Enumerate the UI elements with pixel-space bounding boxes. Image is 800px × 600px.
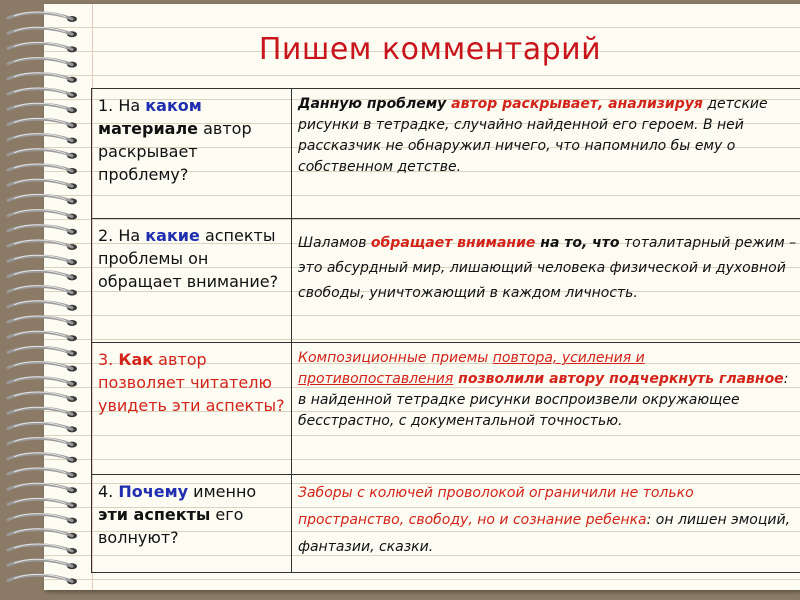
question-text: 3. xyxy=(98,350,119,369)
answer-cell xyxy=(292,219,800,343)
answer-text: детские рисунки в тетрадке, случайно найденной его героем. В ней рассказчик не обнаружил ничего, что напомнило бы ему о собственном детстве. xyxy=(298,96,768,175)
comment-table xyxy=(91,88,800,573)
question-text: 2. На xyxy=(98,226,146,245)
question-highlight: Почему xyxy=(118,482,189,501)
question-highlight: эти аспекты xyxy=(98,505,211,524)
question-cell xyxy=(92,475,292,573)
question-text: 4. xyxy=(98,482,119,501)
answer-highlight: повтора, усиления и противопоставления xyxy=(298,350,645,387)
question-text: 1. На xyxy=(98,96,146,115)
question-text: его волнуют? xyxy=(98,505,244,547)
answer-cell xyxy=(292,343,800,475)
question-cell xyxy=(92,89,292,219)
answer-highlight: Данную проблему xyxy=(298,96,452,112)
answer-highlight: Заборы с колючей проволокой ограничили не только пространство, свободу, но и сознание ребенка xyxy=(298,485,694,528)
answer-cell xyxy=(292,475,800,573)
answer-text: тоталитарный режим – это абсурдный мир, лишающий человека физической и духовной свободы, уничтожающий в каждом личность. xyxy=(298,235,797,301)
answer-cell xyxy=(292,89,800,219)
page-title: Пишем комментарий xyxy=(258,32,602,67)
question-text: автор позволяет читателю увидеть эти аспекты? xyxy=(98,350,285,415)
answer-highlight: автор раскрывает, анализируя xyxy=(451,96,703,112)
answer-highlight: позволили автору подчеркнуть главное xyxy=(453,371,784,387)
question-text: именно xyxy=(188,482,257,501)
question-highlight: Как xyxy=(118,350,154,369)
question-text: аспекты проблемы он обращает внимание? xyxy=(98,226,279,291)
question-highlight: материале xyxy=(98,119,199,138)
table-row xyxy=(92,89,800,219)
question-highlight: каком xyxy=(145,96,202,115)
answer-highlight: Композиционные приемы xyxy=(298,350,493,366)
answer-highlight: на то, что xyxy=(535,235,620,251)
table-row xyxy=(92,219,800,343)
answer-highlight: обращает внимание xyxy=(370,235,536,251)
answer-text: : в найденной тетрадке рисунки воспроизвели окружающее бесстрастно, с документальной точностью. xyxy=(298,371,789,429)
answer-text: Шаламов xyxy=(298,235,371,251)
spiral-binding xyxy=(0,0,90,600)
question-cell xyxy=(92,219,292,343)
question-highlight: какие xyxy=(145,226,200,245)
answer-text: : он лишен эмоций, фантазии, сказки. xyxy=(298,512,791,555)
table-row xyxy=(92,475,800,573)
question-cell xyxy=(92,343,292,475)
table-row xyxy=(92,343,800,475)
question-text: автор раскрывает проблему? xyxy=(98,119,252,184)
